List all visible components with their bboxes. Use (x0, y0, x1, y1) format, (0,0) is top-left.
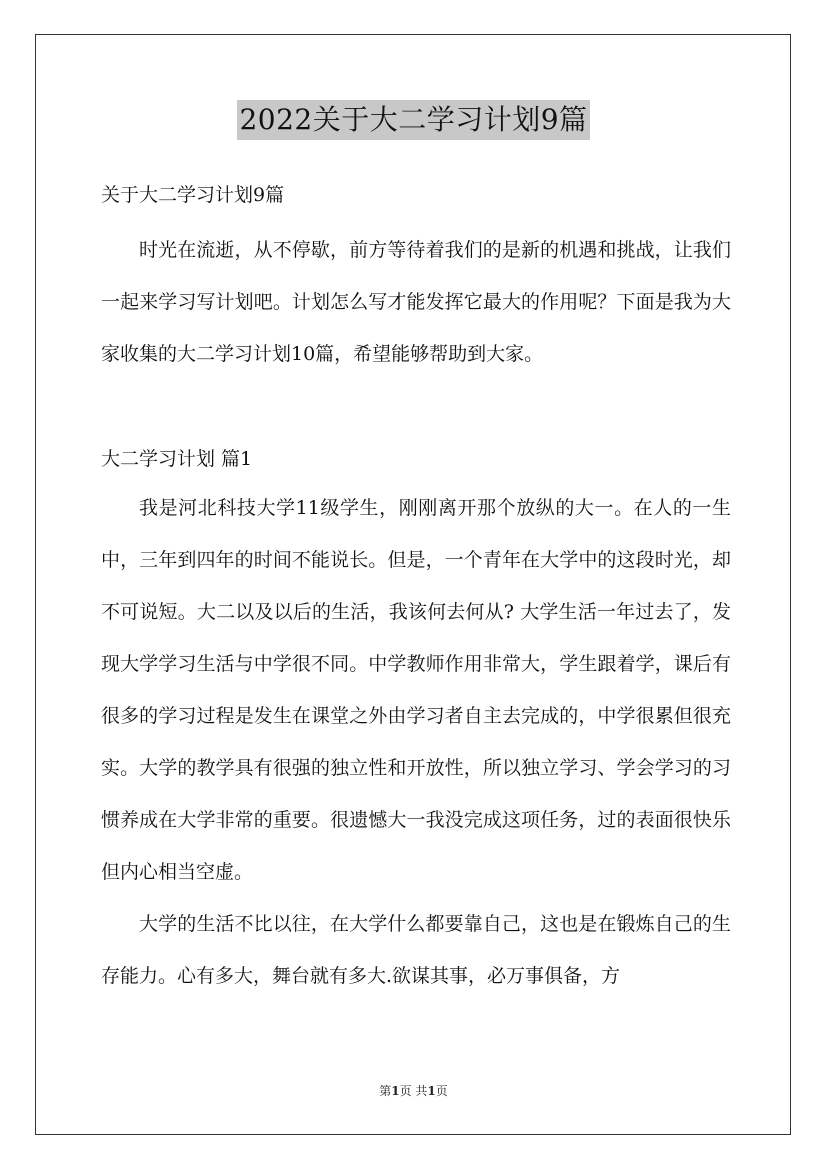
body-paragraph-1: 我是河北科技大学11级学生，刚刚离开那个放纵的大一。在人的一生中，三年到四年的时间不能说长。但是，一个青年在大学中的这段时光，却不可说短。大二以及以后的生活，我该何去何从? 大学生活一年过去了，发现大学学习生活与中学很不同。中学教师作用非常大，学生跟着学，课后有很多的学习过程是发生在课堂之外由学习者自主去完成的，中学很累但很充实。大学的教学具有很强的独立性和开放性，所以独立学习、学会学习的习惯养成在大学非常的重要。很遗憾大一我没完成这项任务，过的表面很快乐但内心相当空虚。 (101, 497, 731, 883)
intro-paragraph: 时光在流逝，从不停歇，前方等待着我们的是新的机遇和挑战，让我们一起来学习写计划吧。计划怎么写才能发挥它最大的作用呢？下面是我为大家收集的大二学习计划10篇，希望能够帮助到大家。 (101, 239, 731, 365)
footer-prefix: 第 (379, 1084, 392, 1098)
footer-mid: 页 共 (399, 1084, 428, 1098)
body-paragraph-2: 大学的生活不比以往，在大学什么都要靠自己，这也是在锻炼自己的生存能力。心有多大，舞台就有多大.欲谋其事，必万事俱备，方 (101, 913, 731, 987)
document-title: 2022关于大二学习计划9篇 (237, 100, 589, 140)
document-body (101, 172, 731, 1002)
section-heading: 大二学习计划 篇1 (101, 448, 253, 470)
title-container (0, 100, 827, 140)
document-subtitle: 关于大二学习计划9篇 (101, 184, 285, 206)
footer-page-current: 1 (391, 1084, 400, 1098)
footer-suffix: 页 (435, 1084, 448, 1098)
page-footer (0, 1083, 827, 1099)
footer-page-total: 1 (427, 1084, 436, 1098)
